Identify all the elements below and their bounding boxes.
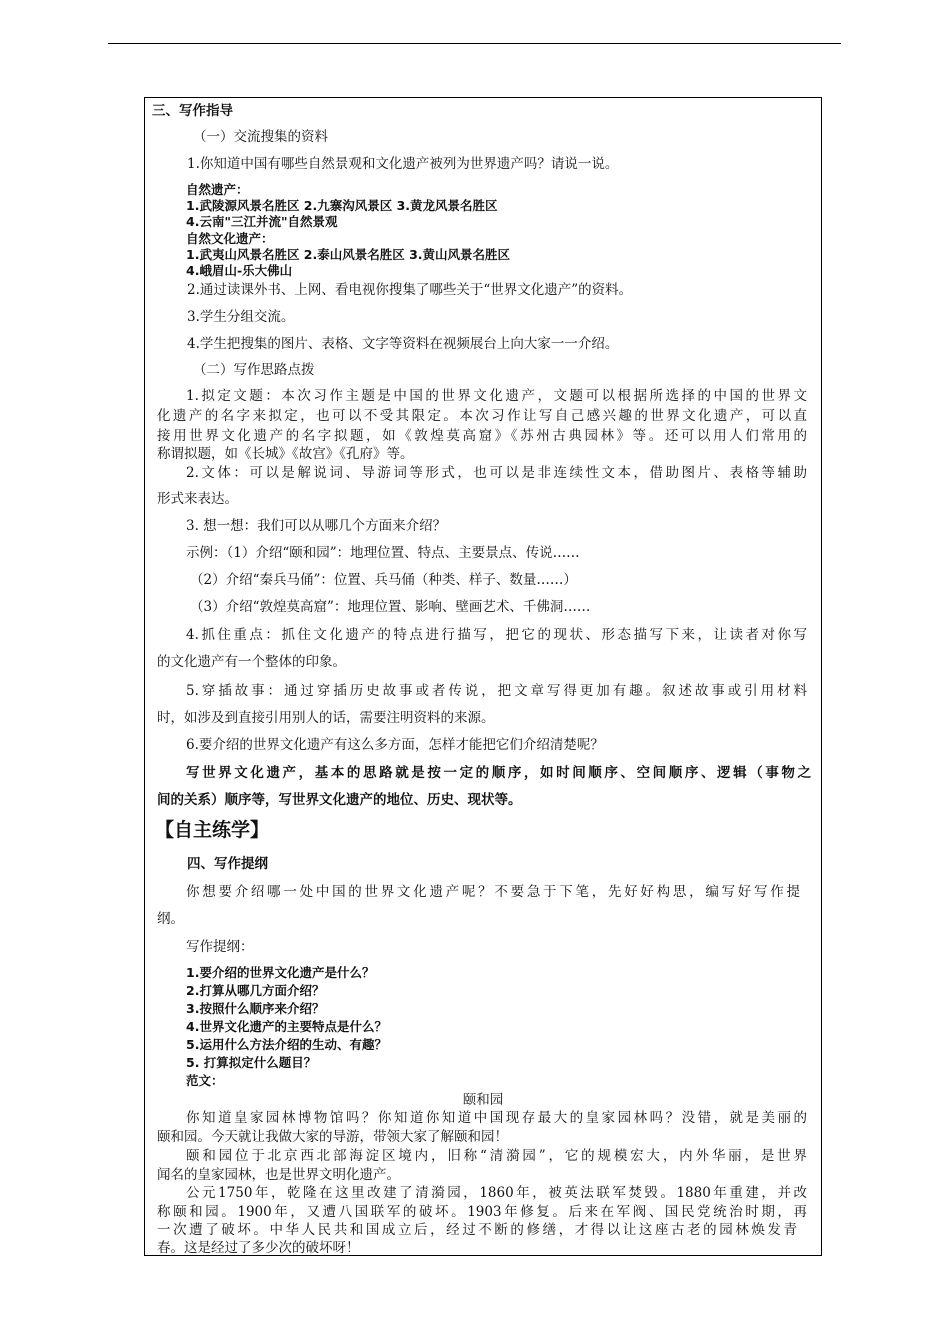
essay-line: 春。这是经过了多少次的破坏呀！ xyxy=(157,1240,360,1256)
essay-line: 公元1750年，乾隆在这里改建了清漪园，1860年，被英法联军焚毁。1880年重建，并改 xyxy=(186,1185,807,1201)
outline-item: 4.世界文化遗产的主要特点是什么？ xyxy=(186,1019,387,1034)
mixed-heritage-label: 自然文化遗产： xyxy=(186,231,274,246)
question-4: 4.学生把搜集的图片、表格、文字等资料在视频展台上向大家一一介绍。 xyxy=(187,336,619,352)
essay-line: 称颐和园。1900年，又遭八国联军的破坏。1903年修复。后来在军阀、国民党统治时期，再 xyxy=(157,1204,807,1220)
header-rule xyxy=(108,43,841,44)
point-2-line-1: 2.文体：可以是解说词、导游词等形式，也可以是非连续性文本，借助图片、表格等辅助 xyxy=(186,465,807,481)
essay-line: 一次遭了破坏。中华人民共和国成立后，经过不断的修缮，才得以让这座古老的园林焕发青 xyxy=(157,1222,797,1238)
essay-line: 颐和园位于北京西北部海淀区境内，旧称“清漪园”，它的规模宏大，内外华丽，是世界 xyxy=(186,1148,807,1164)
question-1: 1.你知道中国有哪些自然景观和文化遗产被列为世界遗产吗？请说一说。 xyxy=(187,156,619,172)
essay-line: 你知道皇家园林博物馆吗？你知道你知道中国现存最大的皇家园林吗？没错，就是美丽的 xyxy=(186,1110,807,1126)
example-3: （3）介绍“敦煌莫高窟”：地理位置、影响、壁画艺术、千佛洞…… xyxy=(190,599,591,615)
point-6: 6.要介绍的世界文化遗产有这么多方面，怎样才能把它们介绍清楚呢？ xyxy=(186,737,604,753)
point-2-line-2: 形式来表达。 xyxy=(157,491,238,507)
mixed-heritage-line-2: 4.峨眉山-乐大佛山 xyxy=(186,263,293,278)
essay-line: 颐和园。今天就让我做大家的导游，带领大家了解颐和园！ xyxy=(157,1129,508,1145)
section-3-title: 三、写作指导 xyxy=(152,103,233,119)
point-1-line-3: 接用世界文化遗产的名字拟题，如《敦煌莫高窟》《苏州古典园林》等。还可以用人们常用的 xyxy=(157,428,807,444)
point-5-line-1: 5.穿插故事：通过穿插历史故事或者传说，把文章写得更加有趣。叙述故事或引用材料 xyxy=(186,683,807,699)
essay-line: 闻名的皇家园林，也是世界文明化遗产。 xyxy=(157,1167,400,1183)
subsection-1-title: （一）交流搜集的资料 xyxy=(193,129,328,145)
natural-heritage-label: 自然遗产： xyxy=(186,182,249,197)
example-1: 示例：（1）介绍“颐和园”：地理位置、特点、主要景点、传说…… xyxy=(186,545,580,561)
outline-label: 写作提纲： xyxy=(186,939,254,955)
point-4-line-1: 4.抓住重点：抓住文化遗产的特点进行描写，把它的现状、形态描写下来，让读者对你写 xyxy=(186,627,807,643)
outline-intro-line-2: 纲。 xyxy=(157,911,184,927)
key-idea-line-2: 间的关系）顺序等，写世界文化遗产的地位、历史、现状等。 xyxy=(157,792,522,808)
mixed-heritage-line-1: 1.武夷山风景名胜区 2.泰山风景名胜区 3.黄山风景名胜区 xyxy=(186,247,511,262)
point-1-line-1: 1.拟定文题：本次习作主题是中国的世界文化遗产，文题可以根据所选择的中国的世界文 xyxy=(186,388,807,404)
outline-intro-line-1: 你想要介绍哪一处中国的世界文化遗产呢？不要急于下笔，先好好构思，编写好写作提 xyxy=(186,884,800,900)
subsection-2-title: （二）写作思路点拨 xyxy=(193,362,315,378)
outline-item: 3.按照什么顺序来介绍？ xyxy=(186,1001,325,1016)
outline-item: 1.要介绍的世界文化遗产是什么？ xyxy=(186,965,375,980)
key-idea-line-1: 写世界文化遗产，基本的思路就是按一定的顺序，如时间顺序、空间顺序、逻辑（事物之 xyxy=(186,765,811,781)
natural-heritage-line-1: 1.武陵源风景名胜区 2.九寨沟风景区 3.黄龙风景名胜区 xyxy=(186,198,498,213)
point-5-line-2: 时，如涉及到直接引用别人的话，需要注明资料的来源。 xyxy=(157,710,495,726)
question-3: 3.学生分组交流。 xyxy=(187,309,295,325)
point-3: 3. 想一想：我们可以从哪几个方面来介绍？ xyxy=(186,518,447,534)
outline-item: 5. 打算拟定什么题目？ xyxy=(186,1055,317,1070)
point-1-line-2: 化遗产的名字来拟定，也可以不受其限定。本次习作让写自己感兴趣的世界文化遗产，可以直 xyxy=(157,408,807,424)
section-4-title: 四、写作提纲 xyxy=(187,856,268,872)
outline-item: 5.运用什么方法介绍的生动、有趣？ xyxy=(186,1037,387,1052)
example-2: （2）介绍“秦兵马俑”：位置、兵马俑（种类、样子、数量……） xyxy=(190,572,577,588)
practice-heading: 【自主练学】 xyxy=(155,819,270,841)
outline-item: 2.打算从哪几方面介绍？ xyxy=(186,983,325,998)
question-2: 2.通过读课外书、上网、看电视你搜集了哪些关于“世界文化遗产”的资料。 xyxy=(187,282,633,298)
essay-title: 颐和园 xyxy=(462,1092,504,1108)
natural-heritage-line-2: 4.云南"三江并流"自然景观 xyxy=(186,214,338,229)
sample-essay-label: 范文： xyxy=(186,1073,224,1088)
point-1-line-4: 称谓拟题，如《长城》《故宫》《孔府》等。 xyxy=(157,446,414,462)
point-4-line-2: 的文化遗产有一个整体的印象。 xyxy=(157,654,346,670)
